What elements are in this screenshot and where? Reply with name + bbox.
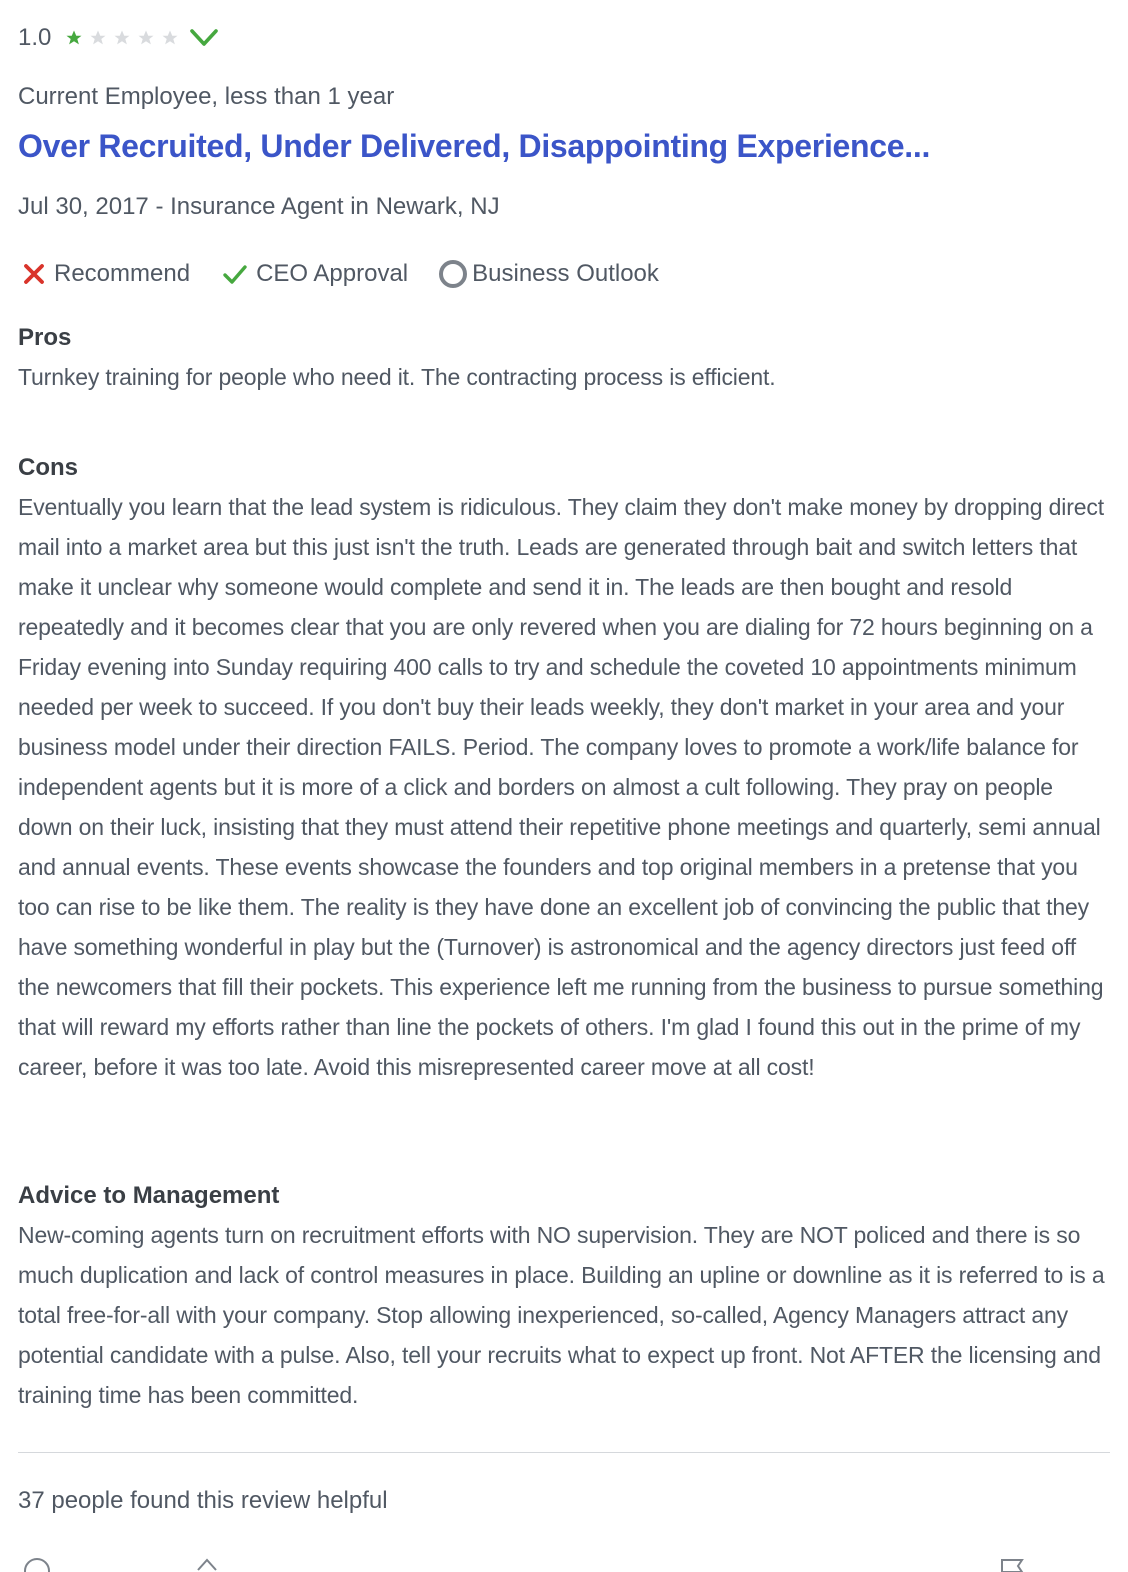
rating-indicators (22, 256, 659, 292)
recommend-indicator (22, 260, 190, 288)
circle-icon (438, 259, 468, 289)
comment-icon[interactable] (22, 1556, 52, 1572)
x-icon (22, 262, 46, 286)
review-date-role: Jul 30, 2017 - Insurance Agent in Newark, NJ (18, 193, 500, 220)
rating-row (18, 20, 219, 56)
chevron-down-icon[interactable] (189, 27, 219, 49)
review-actions-row (18, 1556, 1110, 1572)
business-outlook-indicator (438, 259, 659, 289)
helpful-count: 37 people found this review helpful (18, 1487, 388, 1514)
pros-text: Turnkey training for people who need it. The contracting process is efficient. (18, 364, 776, 390)
advice-heading: Advice to Management (18, 1182, 280, 1209)
ceo-approval-indicator (222, 260, 408, 288)
flag-icon[interactable] (998, 1556, 1028, 1572)
star-empty-icon (89, 29, 107, 47)
check-icon (222, 262, 248, 286)
rating-value: 1.0 (18, 24, 52, 51)
divider (18, 1452, 1110, 1453)
advice-text: New-coming agents turn on recruitment efforts with NO supervision. They are NOT policed and there is so much duplication and lack of control measures in place. Building an upline or downline as it is referred to is a total free-for-all with your company. Stop allowing inexperienced, so-called, Agency Managers attract any potential candidate with a pulse. Also, tell your recruits what to expect up front. Not AFTER the licensing and training time has been committed. (18, 1222, 1105, 1408)
cons-text: Eventually you learn that the lead system is ridiculous. They claim they don't make money by dropping direct mail into a market area but this just isn't the truth. Leads are generated through bait and switch letters that make it unclear why someone would complete and send it in. The leads are then bought and resold repeatedly and it becomes clear that you are only revered when you are dialing for 72 hours beginning on a Friday evening into Sunday requiring 400 calls to try and schedule the coveted 10 appointments minimum needed per week to succeed. If you don't buy their leads weekly, they don't market in your area and your business model under their direction FAILS. Period. The company loves to promote a work/life balance for independent agents but it is more of a click and borders on almost a cult following. They pray on people down on their luck, insisting that they must attend their repetitive phone meetings and quarterly, semi annual and annual events. These events showcase the founders and top original members in a pretense that you too can rise to be like them. The reality is they have done an excellent job of convincing the public that they have something wonderful in play but the (Turnover) is astronomical and the agency directors just feed off the newcomers that fill their pockets. This experience left me running from the business to pursue something that will reward my efforts rather than line the pockets of others. I'm glad I found this out in the prime of my career, before it was too late. Avoid this misrepresented career move at all cost! (18, 494, 1104, 1080)
star-filled-icon (65, 29, 83, 47)
star-empty-icon (113, 29, 131, 47)
cons-heading: Cons (18, 454, 78, 481)
recommend-label: Recommend (54, 260, 191, 287)
star-empty-icon (137, 29, 155, 47)
review-title-link[interactable]: Over Recruited, Under Delivered, Disappointing Experience... (18, 128, 931, 164)
business-outlook-label: Business Outlook (472, 260, 659, 287)
star-rating (65, 29, 179, 47)
pros-heading: Pros (18, 324, 72, 351)
star-empty-icon (161, 29, 179, 47)
helpful-icon[interactable] (192, 1556, 222, 1572)
employee-status: Current Employee, less than 1 year (18, 83, 395, 110)
ceo-approval-label: CEO Approval (256, 260, 409, 287)
